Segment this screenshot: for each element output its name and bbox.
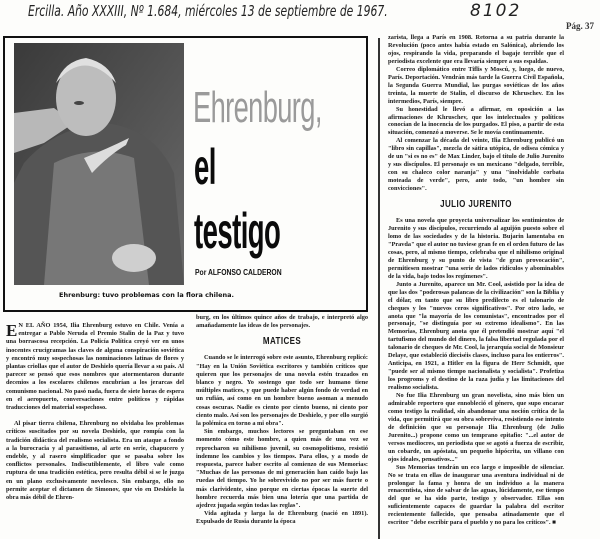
photo-caption: Ehrenburg: tuvo problemas con la flora chilena.: [59, 291, 234, 299]
page-number: Pág. 37: [566, 21, 594, 31]
paragraph: Sus Memorias tendrán un eco largo e imposible de silenciar. No se trata en ellas de inaugurar una aventura individual ni de prolongar la fama y honra de un individuo a la manera renacentista, sino de salvar de las aguas, lúcidamente, ese tiempo del que se ha sido parte, testigo y observador. Ellas son suficientemente capaces de guardar la palabra del escritor recientemente fallecido, que pensaba atinadamente que el escritor "debe escribir para el pueblo y no para los críticos". ■: [388, 463, 564, 527]
paragraph: Cuando se le interrogó sobre este asunto, Ehrenburg replicó: "Hay en la Unión Soviética escritores y también críticos que quieren que los personajes de una novela estén trazados en blanco y negro. Yo sostengo que todo ser humano tiene múltiples matices, y que puede haber algún fondo de verdad en un rufián, así como en un hombre bueno asoman a menudo cosas oscuras. Nadie es ciento por ciento bueno, ni ciento por ciento malo. Así son los personajes de Deshielo, y por ello surgió la polémica en torno a mi obra".: [196, 354, 368, 428]
handwritten-citation: Ercilla. Año XXXIII, Nº 1.684, miércoles 13 de septiembre de 1967.: [28, 2, 388, 20]
paragraph: Es una novela que proyecta universalizar los sentimientos de Jurenito y sus discípulos, recurriendo al aguijón puesto sobre el lomo de las sociedades y de la historia. Bujarin lamentaba en "Pravda" que el autor no tuviese gran fe en el orden futuro de las cosas, pero, al mismo tiempo, celebraba que el nihilismo original de Ehrenburg y su punto de vista "de gran provocación", permitiesen mostrar "una serie de lados ridículos y abominables de la vida, bajo todos los regímenes".: [388, 217, 564, 280]
article-column-1: [6, 322, 184, 502]
drop-cap: E: [6, 321, 18, 340]
author-photo: [14, 43, 184, 285]
paragraph: Al comenzar la década del veinte, Ilia Ehrenburg publicó un "libro sin capillas", mezcla de sátira utópica, de odisea cómica y de un "si es no es" de Max Linder, bajo el título de Julio Jurenito y sus discípulos. El personaje es un mexicano "delgado, terrible, con su chaleco color naranja" y una "inolvidable corbata moteada de verde", pero, ante todo, "un hombre sin convicciones".: [388, 137, 564, 193]
paragraph: burg, en los últimos quince años de trabajo, e interpretó algo amañadamente las ideas de los personajes.: [196, 314, 368, 330]
headline-box: [3, 36, 368, 312]
column-divider: [378, 38, 380, 539]
headline-line-2: el: [194, 139, 216, 195]
paragraph: [6, 322, 184, 412]
paragraph-text: N EL AÑO 1954, Ilia Ehrenburg estuvo en Chile. Venía a entregar a Pablo Neruda el Premio Stalin de la Paz y tuvo una borrascosa recepción. La Policía Política creyó ver en unos inocentes crucigramas las claves de alguna conspiración soviética y encontró muy sospechosas las nominaciones latinas de flores y plantas criollas que el autor de Deshielo quería llevar a su país. Al parecer se pensó que esos nombres que atormentaron durante decenios a los escolares chilenos encubrían a los jerarcas del comunismo nacional. No pasó nada, fuera de siete horas de espera en el aeropuerto, conversaciones entre políticos y rápidas traducciones del material sospechoso.: [6, 322, 184, 412]
subheading-matices: MATICES: [262, 336, 302, 348]
headline-line-1: Ehrenburg,: [193, 83, 322, 132]
byline: Por ALFONSO CALDERON: [195, 268, 282, 277]
paragraph: zarista, llega a París en 1908. Retorna a su patria durante la Revolución (poco antes había estado en Salónica), abriendo los ojos, respirando la vida, preparando el bagaje terrible que el periodista excelente que era llevaría siempre a sus espaldas.: [388, 34, 564, 65]
article-column-3: [388, 34, 564, 527]
paragraph: Junto a Jurenito, aparece un Mr. Cool, asistido por la idea de que las dos "poderosas palancas de la civilización" son la Biblia y el dólar, en tanto que su libro predilecto es el talonario de cheques y los "nuevos ceros significativos". Por otro lado, se anota que "la mayoría de los comunistas", encontrados por el personaje, "se distinguía por su extremo idealismo". En las Memorias, Ehrenburg anota que él pretendió mostrar aquí "el tartufismo del mundo del dinero, la falsa libertad regulada por el talonario de cheques de Mr. Cool, la jerarquía social de Monsieur Delaye, que estableció dieciséis clases, incluso para los entierros". Anticipa, en 1921, a Hitler en la figura de Herr Schmidt, que "puede ser al mismo tiempo nacionalista y socialista". Profetiza los progroms y el destino de la raza judía y las limitaciones del realismo socialista.: [388, 280, 564, 392]
paragraph: Su honestidad le llevó a afirmar, en oposición a las afirmaciones de Khruschev, que los intelectuales y políticos conocían de la inocencia de los purgados. El piso, a partir de esta situación, comenzó a moverse. Se le movía continuamente.: [388, 105, 564, 137]
handwritten-reference-number: 8102: [470, 1, 522, 21]
ehrenburg-portrait-image: [14, 43, 184, 285]
article-column-2: [196, 314, 368, 527]
paragraph: No fue Ilia Ehrenburg un gran novelista, sino más bien un admirable reportero que ennobleció el género, que supo encarar como testigo la realidad, sin abandonar una noción crítica de la vida, que permitirá que su obra sobreviva, resistiendo ese intento de definición que su personaje Ilia Ehrenburg (de Julio Jurenito...) propone como un temprano epitafio: "...el autor de versos mediocres, un periodista que se agotó a fuerza de escribir, un cobarde, un apóstata, un pequeño hipócrita, un villano con ojos ideales, pensativos...": [388, 392, 564, 463]
paragraph: Vida agitada y larga la de Ehrenburg (nació en 1891). Expulsado de Rusia durante la época: [196, 510, 368, 526]
headline-line-3: testigo: [194, 203, 281, 259]
paragraph: Al pisar tierra chilena, Ehrenburg no olvidaba los problemas críticos suscitados por su novela Deshielo, que rompía con la tradición didáctica del realismo socialista. Era un ataque a fondo a la burocracia y al parasitismo, al arte en serie, chapucero y endeble, y al rasero simplificador que se pasaba sobre los conflictos personales. Indiscutiblemente, el libro vale como ruptura de una tradición estética, pero resulta débil si se le juzga en un plano exclusivamente novelesco. Sin embargo, ello no permite aceptar el dictamen de Simonov, que vio en Deshielo la obra más débil de Ehren-: [6, 420, 184, 502]
subheading-julio-jurenito: JULIO JURENITO: [440, 199, 512, 211]
paragraph: Sin embargo, muchos lectores se preguntaban en ese momento cómo este hombre, a quien más de una vez se reprocharon su nihilismo juvenil, su cosmopolitismo, resistió indemne los cambios y los tiempos. Para ellos, y a modo de respuesta, parece haber escrito al comienzo de sus Memorias: "Muchas de las personas de mi generación han caído bajo las ruedas del tiempo. Yo he sobrevivido no por ser más fuerte o más clarividente, sino porque en ciertas épocas la suerte del hombre recuerda más bien una lotería que una partida de ajedrez jugada según todas las reglas".: [196, 428, 368, 510]
paragraph: Correo diplomático entre Tiflis y Moscú, y, luego, de nuevo, París. Deportación. Vendrán más tarde la Guerra Civil Española, la Segunda Guerra Mundial, las purgas soviéticas de los años treinta, la muerte de Stalin, el discurso de Khruschev. En los intermedios, París, siempre.: [388, 65, 564, 105]
